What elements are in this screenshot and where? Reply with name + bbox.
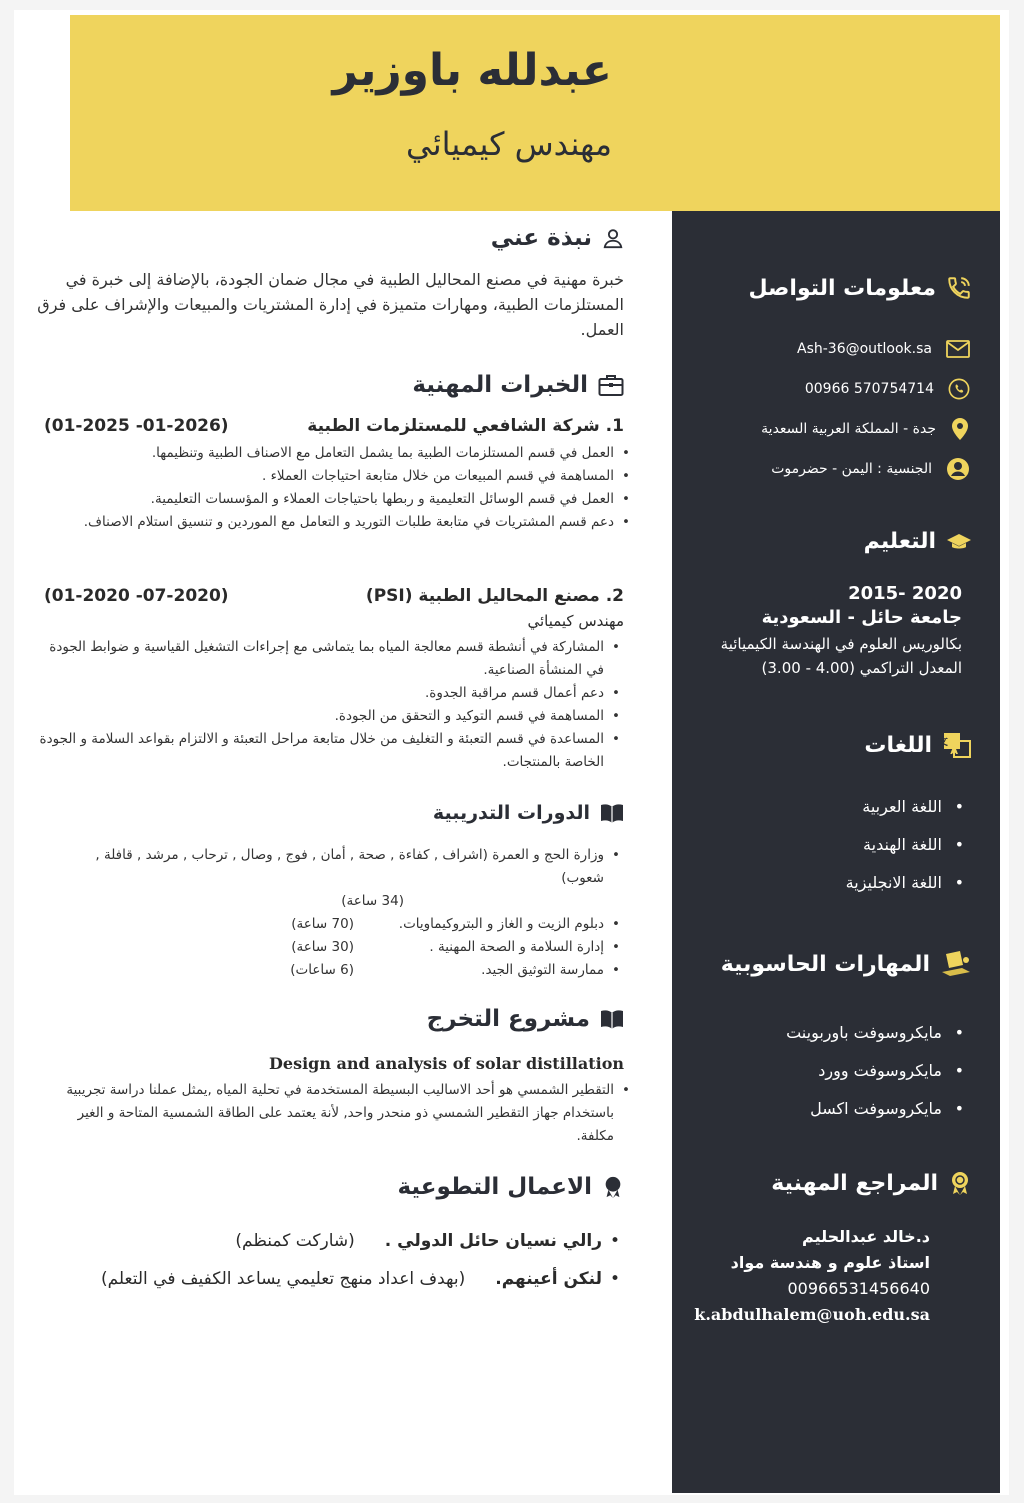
language-item: • اللغة العربية xyxy=(672,788,1000,826)
job-bullet: • دعم أعمال قسم مراقبة الجدوة. xyxy=(34,682,624,705)
references-heading: المراجع المهنية xyxy=(672,1170,1000,1196)
volunteer-list xyxy=(34,1222,624,1298)
job-bullet: • دعم قسم المشتريات في متابعة طلبات التوريد و التعامل مع الموردين و تنسيق استلام الاصناف. xyxy=(4,511,634,534)
user-icon xyxy=(602,227,624,249)
job-bullet: • المساهمة في قسم التوكيد و التحقق من الجودة. xyxy=(34,705,624,728)
education-years: 2015- 2020 xyxy=(848,583,962,604)
reference-block xyxy=(672,1224,1000,1328)
volunteer-item: • لنكن أعينهم. (بهدف اعداد منهج تعليمي يساعد الكفيف في التعلم) xyxy=(34,1260,624,1298)
courses-heading: الدورات التدريبية xyxy=(34,802,624,824)
contact-phone[interactable]: 00966 570754714 xyxy=(672,369,1000,409)
graduation-cap-icon xyxy=(946,532,972,552)
project-title: Design and analysis of solar distillation xyxy=(269,1054,624,1073)
about-text: خبرة مهنية في مصنع المحاليل الطبية في مجال ضمان الجودة، بالإضافة إلى خبرة في المستلزمات الطبية، ومهارات متميزة في إدارة المشتريات والمبيعات والإشراف على فرق العمل. xyxy=(37,270,624,339)
briefcase-icon xyxy=(598,373,624,397)
sidebar xyxy=(672,211,1000,1493)
job-bullet: • المساعدة في قسم التعبئة و التغليف من خلال متابعة مراحل التعبئة و الالتزام بقواعد السلامة و الجودة الخاصة بالمنتجات. xyxy=(34,728,624,774)
contact-location: جدة - المملكة العربية السعدية xyxy=(672,409,1000,449)
phone-ring-icon xyxy=(946,275,972,301)
job-bullets xyxy=(34,636,624,774)
experience-heading: الخبرات المهنية xyxy=(34,372,624,398)
contact-heading: معلومات التواصل xyxy=(672,275,1000,301)
reference-name: د.خالد عبدالحليم xyxy=(802,1227,930,1246)
job-header xyxy=(34,416,624,436)
svg-text:A: A xyxy=(950,746,958,757)
job-header xyxy=(34,586,624,606)
skill-item: • مايكروسوفت وورد xyxy=(672,1052,1000,1090)
contact-nationality: الجنسية : اليمن - حضرموت xyxy=(672,449,1000,489)
job-title: 2. مصنع المحاليل الطبية (PSI) xyxy=(365,586,624,606)
contact-email[interactable]: Ash-36@outlook.sa xyxy=(672,329,1000,369)
about-heading: نبذة عني xyxy=(34,225,624,251)
reference-email[interactable]: k.abdulhalem@uoh.edu.sa xyxy=(694,1305,930,1324)
volunteer-item: • رالي نسيان حائل الدولي . (شاركت كمنظم) xyxy=(34,1222,624,1260)
job-bullet: • المشاركة في أنشطة قسم معالجة المياه بما يتماشى مع إجراءات التشغيل القياسية و ضوابط الجودة في المنشأة الصناعية. xyxy=(34,636,624,682)
job-bullet: • المساهمة في قسم المبيعات من خلال متابعة احتياجات العملاء . xyxy=(4,465,634,488)
job-title: مهندس كيميائي xyxy=(406,125,612,163)
course-item: • ممارسة التوثيق الجيد. (6 ساعات) xyxy=(34,959,624,982)
location-pin-icon xyxy=(950,417,970,441)
course-item: • دبلوم الزيت و الغاز و البتروكيماويات. (70 ساعة) xyxy=(34,913,624,936)
job-bullet: • العمل في قسم الوسائل التعليمية و ربطها باحتياجات العملاء و المؤسسات التعليمية. xyxy=(4,488,634,511)
education-university: جامعة حائل - السعودية xyxy=(761,607,962,628)
education-heading: التعليم xyxy=(672,529,1000,554)
svg-text:文: 文 xyxy=(938,737,948,748)
languages-heading: 文 A اللغات xyxy=(672,730,1000,760)
language-item: • اللغة الانجليزية xyxy=(672,864,1000,902)
reference-phone: 00966531456640 xyxy=(787,1279,930,1298)
languages-list xyxy=(672,788,1000,902)
user-circle-icon xyxy=(946,457,970,481)
volunteer-heading: الاعمال التطوعية xyxy=(34,1174,624,1200)
skill-item: • مايكروسوفت اكسل xyxy=(672,1090,1000,1128)
education-gpa: المعدل التراكمي (4.00 - 3.00) xyxy=(761,659,962,677)
computer-skills-list xyxy=(672,1014,1000,1128)
project-heading: مشروع التخرج xyxy=(34,1006,624,1032)
job-bullets xyxy=(4,442,634,534)
reference-position: استاذ علوم و هندسة مواد xyxy=(730,1253,930,1272)
project-description xyxy=(34,1079,634,1148)
envelope-icon xyxy=(946,340,970,358)
computer-skills-heading: المهارات الحاسوبية xyxy=(672,950,1000,978)
job-dates: (01-2020 -07-2020) xyxy=(44,586,229,606)
phone-icon xyxy=(948,378,970,400)
education-block xyxy=(672,582,1000,680)
language-item: • اللغة الهندية xyxy=(672,826,1000,864)
job-title: 1. شركة الشافعي للمستلزمات الطبية xyxy=(307,416,624,436)
laptop-icon xyxy=(940,950,972,978)
header-banner xyxy=(70,15,1000,211)
open-book-icon xyxy=(600,803,624,823)
translate-icon xyxy=(938,730,972,760)
resume-page xyxy=(14,10,1009,1495)
education-degree: بكالوريس العلوم في الهندسة الكيميائية xyxy=(720,635,962,653)
courses-list xyxy=(34,844,624,982)
course-item: • إدارة السلامة و الصحة المهنية . (30 ساعة) xyxy=(34,936,624,959)
award-badge-icon xyxy=(948,1170,972,1196)
main-column xyxy=(34,225,624,1298)
job-dates: (01-2025 -01-2026) xyxy=(44,416,229,436)
award-badge-icon xyxy=(602,1175,624,1199)
course-item: • وزارة الحج و العمرة (اشراف , كفاءة , صحة , أمان , فوج , وصال , ترحاب , مرشد , قافلة , شعوب) (34 ساعة) xyxy=(34,844,624,913)
job-subtitle: مهندس كيميائي xyxy=(527,612,624,630)
open-book-icon xyxy=(600,1009,624,1029)
person-name: عبدلله باوزير xyxy=(332,45,612,96)
project-bullet: • التقطير الشمسي هو أحد الاساليب البسيطة المستخدمة في تحلية المياه ,يمثل عملنا دراسة تجريبية باستخدام جهاز التقطير الشمسي ذو منحدر واحد, لأنة يعتمد على الطاقة الشمسية المتاحة و الغير مكلفة. xyxy=(54,1079,634,1148)
job-bullet: • العمل في قسم المستلزمات الطبية بما يشمل التعامل مع الاصناف الطبية وتنظيمها. xyxy=(4,442,634,465)
skill-item: • مايكروسوفت باوربوينت xyxy=(672,1014,1000,1052)
